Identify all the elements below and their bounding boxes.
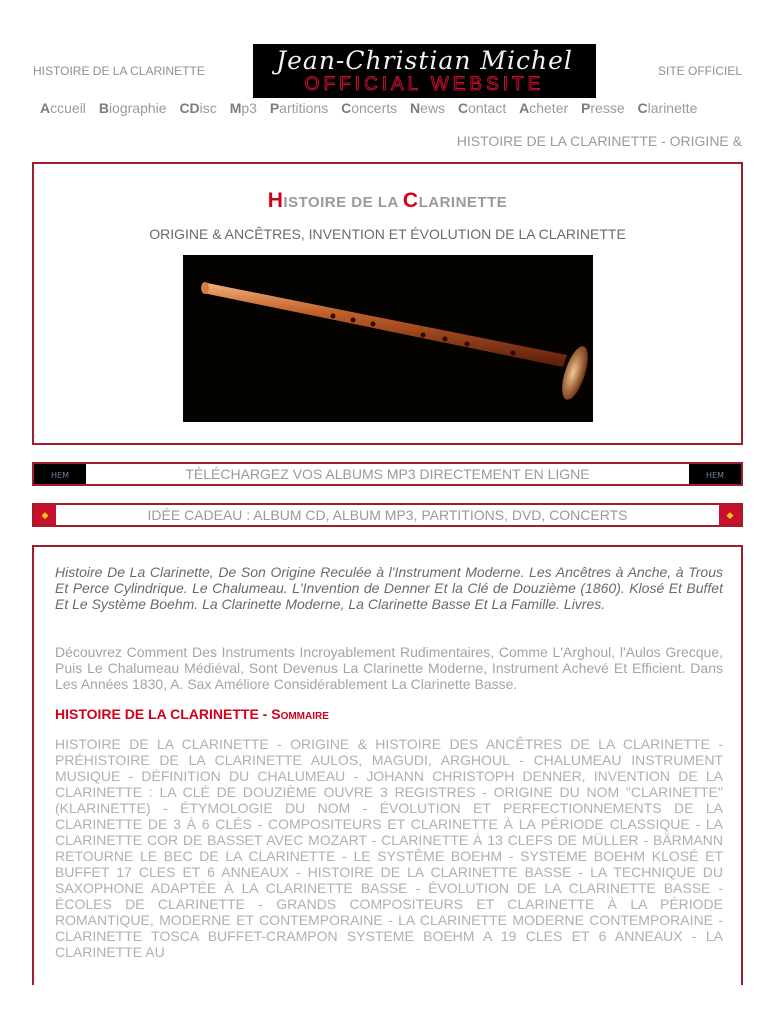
- nav-item-cdisc[interactable]: CDisc: [179, 100, 217, 116]
- nav-item-clarinette[interactable]: Clarinette: [637, 100, 698, 116]
- logo-subtitle: OFFICIAL WEBSITE: [304, 74, 545, 95]
- hem-badge-right-graphic: [689, 464, 741, 484]
- clarinet-photo: [183, 255, 593, 422]
- nav-item-mp3[interactable]: Mp3: [229, 100, 257, 116]
- page-title: HISTOIRE DE LA CLARINETTE: [267, 189, 508, 212]
- intro-paragraph: Histoire De La Clarinette, De Son Origine Reculée à l'Instrument Moderne. Les Ancêtres à Anche, à Trous Et Perce Cylindrique. Le Chalumeau. L'Invention de Denner Et la Clé de Douzième (1860). Klosé Et Buffet Et Le Système Boehm. La Clarinette Moderne, La Clarinette Basse Et La Famille. Livres.: [55, 564, 723, 612]
- mp3-download-banner[interactable]: [32, 462, 743, 486]
- nav-item-presse[interactable]: Presse: [581, 100, 625, 116]
- mp3-banner-text: TÉLÉCHARGEZ VOS ALBUMS MP3 DIRECTEMENT EN LIGNE: [185, 466, 590, 482]
- summary-heading: HISTOIRE DE LA CLARINETTE - Sommaire: [55, 706, 329, 722]
- diamond-left-icon: ◆: [34, 505, 56, 525]
- hem-badge-right-icon: [689, 464, 741, 484]
- svg-text:HEM: HEM: [51, 471, 69, 480]
- gift-idea-banner[interactable]: [32, 503, 743, 527]
- discover-paragraph: Découvrez Comment Des Instruments Incroyablement Rudimentaires, Comme L'Arghoul, l'Aulos Grecque, Puis Le Chalumeau Médiéval, Sont Devenus La Clarinette Moderne, Instrument Achevé Et Efficient. Dans Les Années 1830, A. Sax Améliore Considérablement La Clarinette Basse.: [55, 644, 723, 692]
- content-panel: [32, 545, 743, 985]
- summary-text: HISTOIRE DE LA CLARINETTE - ORIGINE & HISTOIRE DES ANCÊTRES DE LA CLARINETTE - PRÉHISTOIRE DE LA CLARINETTE AULOS, MAGUDI, ARGHOUL - CHALUMEAU INSTRUMENT MUSIQUE - DÉFINITION DU CHALUMEAU - JOHANN CHRISTOPH DENNER, INVENTION DE LA CLARINETTE : LA CLÉ DE DOUZIÈME OUVRE 3 REGISTRES - ORIGINE DU NOM "CLARINETTE" (KLARINETTE) - ÉTYMOLOGIE DU NOM - ÉVOLUTION ET PERFECTIONNEMENTS DE LA CLARINETTE DE 3 À 6 CLÉS - COMPOSITEURS ET CLARINETTE À LA PÉRIODE CLASSIQUE - LA CLARINETTE COR DE BASSET AVEC MOZART - CLARINETTE À 13 CLEFS DE MÜLLER - BÄRMANN RETOURNE LE BEC DE LA CLARINETTE - LE SYSTÊME BOEHM - SYSTEME BOEHM KLOSÉ ET BUFFET 17 CLES ET 6 ANNEAUX - HISTOIRE DE LA CLARINETTE BASSE - LA TECHNIQUE DU SAXOPHONE ADAPTÉE À LA CLARINETTE BASSE - ÉVOLUTION DE LA CLARINETTE BASSE - ÉCOLES DE CLARINETTE - GRANDS COMPOSITEURS ET CLARINETTE À LA PÉRIODE ROMANTIQUE, MODERNE ET CONTEMPORAINE - LA CLARINETTE MODERNE CONTEMPORAINE - CLARINETTE TOSCA BUFFET-CRAMPON SYSTEME BOEHM A 19 CLES ET 6 ANNEAUX - LA CLARINETTE AU: [55, 736, 723, 960]
- nav-item-contact[interactable]: Contact: [457, 100, 507, 116]
- header-left-label[interactable]: HISTOIRE DE LA CLARINETTE: [33, 64, 205, 78]
- breadcrumb: HISTOIRE DE LA CLARINETTE - ORIGINE &: [456, 133, 742, 149]
- nav-item-biographie[interactable]: Biographie: [98, 100, 167, 116]
- hem-badge-left-graphic: [34, 464, 86, 484]
- page-subtitle: ORIGINE & ANCÊTRES, INVENTION ET ÉVOLUTION DE LA CLARINETTE: [149, 226, 626, 242]
- main-nav: [40, 100, 697, 116]
- nav-item-acheter[interactable]: Acheter: [519, 100, 569, 116]
- svg-text:HEM: HEM: [706, 471, 724, 480]
- hero-panel: [32, 162, 743, 445]
- diamond-right-icon: ◆: [719, 505, 741, 525]
- logo-signature: Jean-Christian Michel: [276, 46, 573, 75]
- nav-item-concerts[interactable]: Concerts: [341, 100, 398, 116]
- site-logo[interactable]: [253, 44, 596, 98]
- nav-item-partitions[interactable]: Partitions: [269, 100, 329, 116]
- hem-badge-left-icon: [34, 464, 86, 484]
- nav-item-news[interactable]: News: [410, 100, 446, 116]
- nav-item-accueil[interactable]: Accueil: [40, 100, 86, 116]
- gift-banner-text: IDÉE CADEAU : ALBUM CD, ALBUM MP3, PARTITIONS, DVD, CONCERTS: [147, 507, 628, 523]
- header-right-label[interactable]: SITE OFFICIEL: [657, 64, 742, 78]
- clarinet-illustration: [183, 255, 593, 422]
